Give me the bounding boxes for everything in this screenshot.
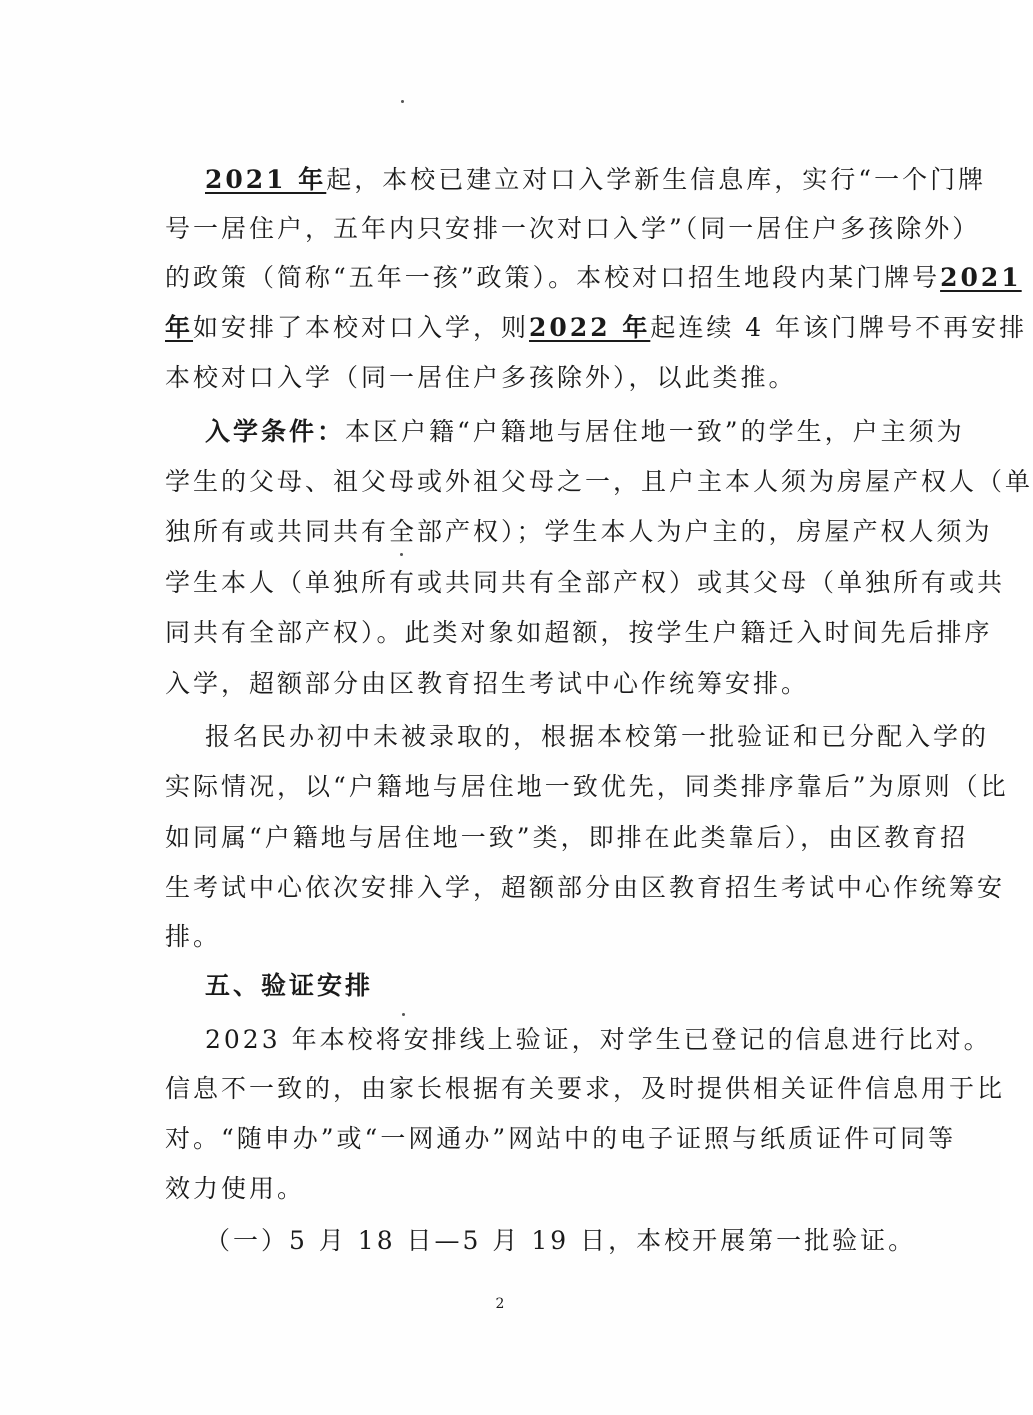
- paragraph-2-line-4: 学生本人（单独所有或共同共有全部产权）或其父母（单独所有或共: [165, 568, 1006, 597]
- paragraph-3-line-5: 排。: [165, 922, 222, 951]
- section-heading: 五、验证安排: [205, 971, 374, 1000]
- paragraph-3-line-3: 如同属“户籍地与居住地一致”类，即排在此类靠后），由区教育招: [165, 823, 969, 852]
- year-2021-split: 2021: [940, 263, 1022, 292]
- enrollment-conditions-label: 入学条件：: [205, 417, 346, 446]
- paragraph-1-line-3: 的政策（简称“五年一孩”政策）。本校对口招生地段内某门牌号2021: [165, 263, 1022, 292]
- paragraph-1-line-4: 年如安排了本校对口入学，则2022 年起连续 4 年该门牌号不再安排: [165, 313, 1028, 342]
- paragraph-2-line-3: 独所有或共同共有全部产权）；学生本人为户主的，房屋产权人须为: [165, 517, 993, 546]
- scan-speck: [402, 1013, 405, 1016]
- paragraph-3-line-4: 生考试中心依次安排入学，超额部分由区教育招生考试中心作统筹安: [165, 873, 1006, 902]
- paragraph-5-line-1: （一）5 月 18 日—5 月 19 日，本校开展第一批验证。: [205, 1226, 917, 1255]
- year-2021: 2021 年: [205, 165, 327, 194]
- year-2022: 2022 年: [529, 313, 651, 342]
- scan-speck: [401, 100, 404, 103]
- paragraph-4-line-4: 效力使用。: [165, 1174, 306, 1203]
- paragraph-2-line-6: 入学，超额部分由区教育招生考试中心作统筹安排。: [165, 669, 810, 698]
- page-number: 2: [495, 1296, 505, 1312]
- paragraph-1-line-1: 2021 年起，本校已建立对口入学新生信息库，实行“一个门牌: [205, 165, 987, 194]
- paragraph-4-line-1: 2023 年本校将安排线上验证，对学生已登记的信息进行比对。: [205, 1025, 992, 1054]
- paragraph-1-line-2: 号一居住户，五年内只安排一次对口入学”（同一居住户多孩除外）: [165, 214, 981, 243]
- paragraph-2-line-2: 学生的父母、祖父母或外祖父母之一，且户主本人须为房屋产权人（单: [165, 467, 1033, 496]
- paragraph-2-line-1: 入学条件：本区户籍“户籍地与居住地一致”的学生，户主须为: [205, 417, 965, 446]
- paragraph-3-line-2: 实际情况，以“户籍地与居住地一致优先，同类排序靠后”为原则（比: [165, 772, 1009, 801]
- paragraph-2-line-5: 同共有全部产权）。此类对象如超额，按学生户籍迁入时间先后排序: [165, 618, 993, 647]
- paragraph-4-line-2: 信息不一致的，由家长根据有关要求，及时提供相关证件信息用于比: [165, 1074, 1006, 1103]
- paragraph-4-line-3: 对。“随申办”或“一网通办”网站中的电子证照与纸质证件可同等: [165, 1124, 957, 1153]
- paragraph-3-line-1: 报名民办初中未被录取的，根据本校第一批验证和已分配入学的: [205, 722, 990, 751]
- paragraph-1-line-5: 本校对口入学（同一居住户多孩除外），以此类推。: [165, 363, 797, 392]
